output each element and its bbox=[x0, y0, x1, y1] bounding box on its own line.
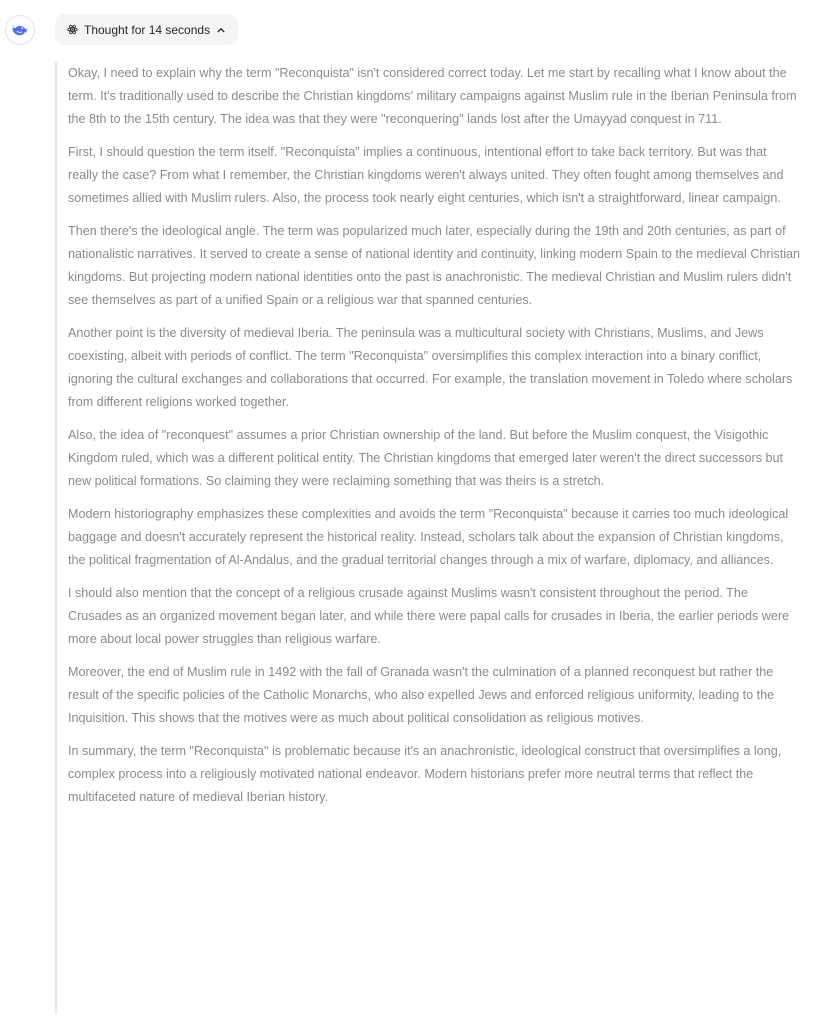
thinking-paragraph: Then there's the ideological angle. The term was popularized much later, especially during the 19th and 20th centuries, as part of nationalistic narratives. It served to create a sense of national identity and continuity, linking modern Spain to the medieval Christian kingdoms. But projecting modern national identities onto the past is anachronistic. The medieval Christian and Muslim rulers didn't see themselves as part of a unified Spain or a religious war that spanned centuries. bbox=[68, 224, 800, 307]
thinking-paragraph: First, I should question the term itself. "Reconquista" implies a continuous, intentional effort to take back territory. But was that really the case? From what I remember, the Christian kingdoms weren't always united. They often fought among themselves and sometimes allied with Muslim rulers. Also, the process took nearly eight centuries, which isn't a straightforward, linear campaign. bbox=[68, 145, 784, 205]
thinking-content bbox=[55, 62, 800, 1014]
atom-icon bbox=[67, 24, 78, 35]
thinking-paragraph: Okay, I need to explain why the term "Reconquista" isn't considered correct today. Let me start by recalling what I know about the term. It's traditionally used to describe the Christian kingdoms' military campaigns against Muslim rule in the Iberian Peninsula from the 8th to the 15th century. The idea was that they were "reconquering" lands lost after the Umayyad conquest in 711. bbox=[68, 66, 797, 126]
thought-toggle-button[interactable] bbox=[55, 14, 238, 45]
whale-icon bbox=[10, 20, 30, 40]
thinking-paragraph: In summary, the term "Reconquista" is problematic because it's an anachronistic, ideological construct that oversimplifies a long, complex process into a religiously motivated national endeavor. Modern historians prefer more neutral terms that reflect the multifaceted nature of medieval Iberian history. bbox=[68, 744, 782, 804]
assistant-avatar bbox=[5, 15, 35, 45]
thinking-paragraph: Another point is the diversity of medieval Iberia. The peninsula was a multicultural society with Christians, Muslims, and Jews coexisting, albeit with periods of conflict. The term "Reconquista" oversimplifies this complex interaction into a binary conflict, ignoring the cultural exchanges and collaborations that occurred. For example, the translation movement in Toledo where scholars from different religions worked together. bbox=[68, 326, 793, 409]
thinking-paragraph: Also, the idea of "reconquest" assumes a prior Christian ownership of the land. But before the Muslim conquest, the Visigothic Kingdom ruled, which was a different political entity. The Christian kingdoms that emerged later weren't the direct successors but new political formations. So claiming they were reclaiming something that was theirs is a stretch. bbox=[68, 428, 784, 488]
thinking-paragraph: I should also mention that the concept of a religious crusade against Muslims wasn't consistent throughout the period. The Crusades as an organized movement began later, and while there were papal calls for crusades in Iberia, the earlier periods were more about local power struggles than religious warfare. bbox=[68, 586, 790, 646]
chevron-up-icon bbox=[216, 25, 226, 35]
thought-duration-label: Thought for 14 seconds bbox=[84, 22, 211, 37]
thinking-paragraph: Moreover, the end of Muslim rule in 1492 with the fall of Granada wasn't the culmination of a planned reconquest but rather the result of the specific policies of the Catholic Monarchs, who also expelled Jews and enforced religious uniformity, leading to the Inquisition. This shows that the motives were as much about political consolidation as religious motives. bbox=[68, 665, 775, 725]
thinking-paragraph: Modern historiography emphasizes these complexities and avoids the term "Reconquista" because it carries too much ideological baggage and doesn't accurately represent the historical reality. Instead, scholars talk about the expansion of Christian kingdoms, the political fragmentation of Al-Andalus, and the gradual territorial changes through a mix of warfare, diplomacy, and alliances. bbox=[68, 507, 789, 567]
